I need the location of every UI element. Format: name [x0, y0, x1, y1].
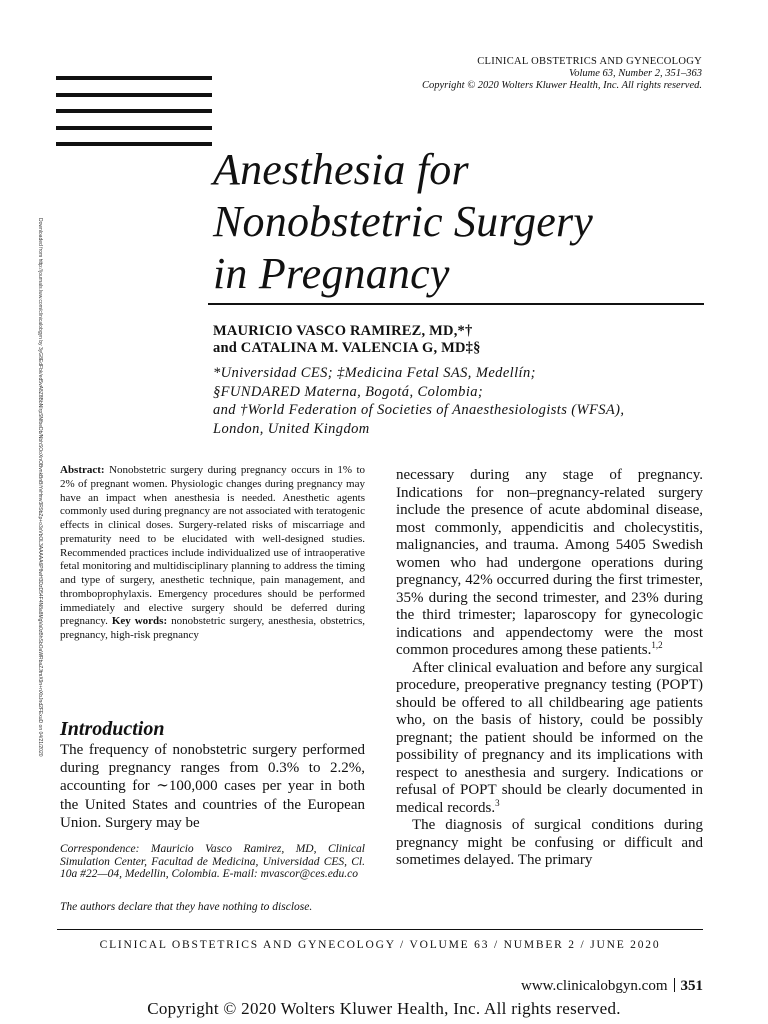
decorative-bar	[56, 126, 212, 130]
affiliation-line: London, United Kingdom	[213, 420, 370, 437]
affiliations	[213, 364, 624, 438]
footer-separator	[674, 978, 675, 992]
running-footer: CLINICAL OBSTETRICS AND GYNECOLOGY / VOLUME 63 / NUMBER 2 / JUNE 2020	[99, 939, 661, 951]
affiliation-line: and †World Federation of Societies of Anaesthesiologists (WFSA),	[213, 402, 625, 418]
affiliation-line: *Universidad CES; ‡Medicina Fetal SAS, Medellín;	[213, 365, 536, 381]
footer-copyright: Copyright © 2020 Wolters Kluwer Health, Inc. All rights reserved.	[147, 999, 621, 1018]
paragraph-text: necessary during any stage of pregnancy. Indications for non–pregnancy-related surgery include the presence of acute abdominal disease, most commonly, appendicitis and cholecystitis, malignancies, and trauma. Among 5405 Swedish women who had undergone operations during pregnancy, 42% occurred during the first trimester, 35% during the second trimester, and 23% during the third trimester; laparoscopy for gynecologic indications and appendectomy were the most common procedures among these patients.	[396, 467, 703, 658]
paragraph-text: The diagnosis of surgical conditions during pregnancy might be confusing or difficult and sometimes delayed. The primary	[396, 817, 703, 868]
decorative-bar	[56, 142, 212, 146]
paragraph-text: After clinical evaluation and before any surgical procedure, preoperative pregnancy testing (POPT) should be offered to all childbearing age patients who, on the basis of history, could be possibly pregnant; the patient should be informed on the possibility of pregnancy and its implications with respect to anesthesia and surgery. Indications or refusal of POPT should be clearly documented in medical records.	[396, 659, 703, 816]
keywords-label: Key words:	[111, 615, 168, 628]
decorative-bar	[56, 93, 212, 97]
keywords-text: nonobstetric surgery, anesthesia, obstetrics, pregnancy, high-risk pregnancy	[60, 615, 366, 641]
author-list	[213, 323, 481, 357]
author-line: and CATALINA M. VALENCIA G, MD‡§	[213, 340, 481, 356]
introduction-text: The frequency of nonobstetric surgery performed during pregnancy ranges from 0.3% to 2.2%, accounting for ∼100,000 cases per year in both the United States and countries of the European Union. Surgery may be	[60, 742, 365, 831]
journal-url-link[interactable]: www.clinicalobgyn.com	[521, 978, 668, 994]
abstract-label: Abstract:	[60, 464, 105, 476]
decorative-bar	[56, 76, 212, 80]
title-line: Nonobstetric Surgery	[213, 197, 593, 246]
right-column	[396, 467, 703, 870]
footer-url-line	[521, 977, 703, 995]
header-copyright: Copyright © 2020 Wolters Kluwer Health, Inc. All rights reserved.	[422, 80, 702, 91]
page-number: 351	[680, 978, 703, 994]
download-watermark-text: Downloaded from http://journals.lww.com/clinicalobgyn by 3yG8EdFbk/ed5vA8Z8BbNIrpSNfbeDb/NbhSOoXnOBvnkBnBiYvHmv3R9bZp+o3xVbOL3AAAAA6P8wH3DzD54F4N8a8MgVa0zBhSbOaWRbaZJtmX9n+nXbJnd2FExuD on 04/21/2020	[37, 218, 43, 757]
title-line: Anesthesia for	[213, 145, 469, 194]
abstract-text: Nonobstetric surgery during pregnancy occurs in 1% to 2% of pregnant women. Physiologic changes during pregnancy may have an impact when anesthesia is needed. Anesthetic agents commonly used during pregnancy are not associated with teratogenic effects in clinical doses. Surgery-related risks of miscarriage and prematurity need to be elucidated with well-designed studies. Recommended practices include individualized use of intraoperative fetal monitoring and multidisciplinary planning to address the timing and type of surgery, anesthetic technique, pain management, and thromboprophylaxis. Emergency procedures should be performed immediately and elective surgery should be deferred during pregnancy.	[60, 464, 366, 628]
citation-ref[interactable]: 3	[495, 797, 500, 808]
decorative-bar	[56, 109, 212, 113]
citation-ref[interactable]: 1,2	[651, 640, 663, 650]
paragraph	[396, 660, 703, 818]
title-divider	[208, 303, 704, 305]
volume-line: Volume 63, Number 2, 351–363	[569, 68, 702, 79]
paragraph	[396, 467, 703, 660]
footer-divider	[57, 929, 703, 930]
disclosure: The authors declare that they have nothing to disclose.	[60, 901, 313, 913]
download-watermark	[35, 218, 45, 838]
journal-name: CLINICAL OBSTETRICS AND GYNECOLOGY	[477, 56, 702, 67]
section-heading-introduction: Introduction	[60, 718, 165, 740]
article-title	[213, 144, 713, 300]
abstract	[60, 464, 365, 643]
paragraph	[396, 817, 703, 870]
title-line: in Pregnancy	[213, 249, 450, 298]
decorative-bars	[56, 76, 212, 159]
affiliation-line: §FUNDARED Materna, Bogotá, Colombia;	[213, 383, 484, 400]
author-line: MAURICIO VASCO RAMIREZ, MD,*†	[213, 323, 473, 339]
correspondence: Correspondence: Mauricio Vasco Ramirez, MD, Clinical Simulation Center, Facultad de Medicina, Universidad CES, Cl. 10a #22—04, Medellin, Colombia. E-mail: mvascor@ces.edu.co	[60, 843, 365, 880]
journal-header	[422, 56, 702, 92]
